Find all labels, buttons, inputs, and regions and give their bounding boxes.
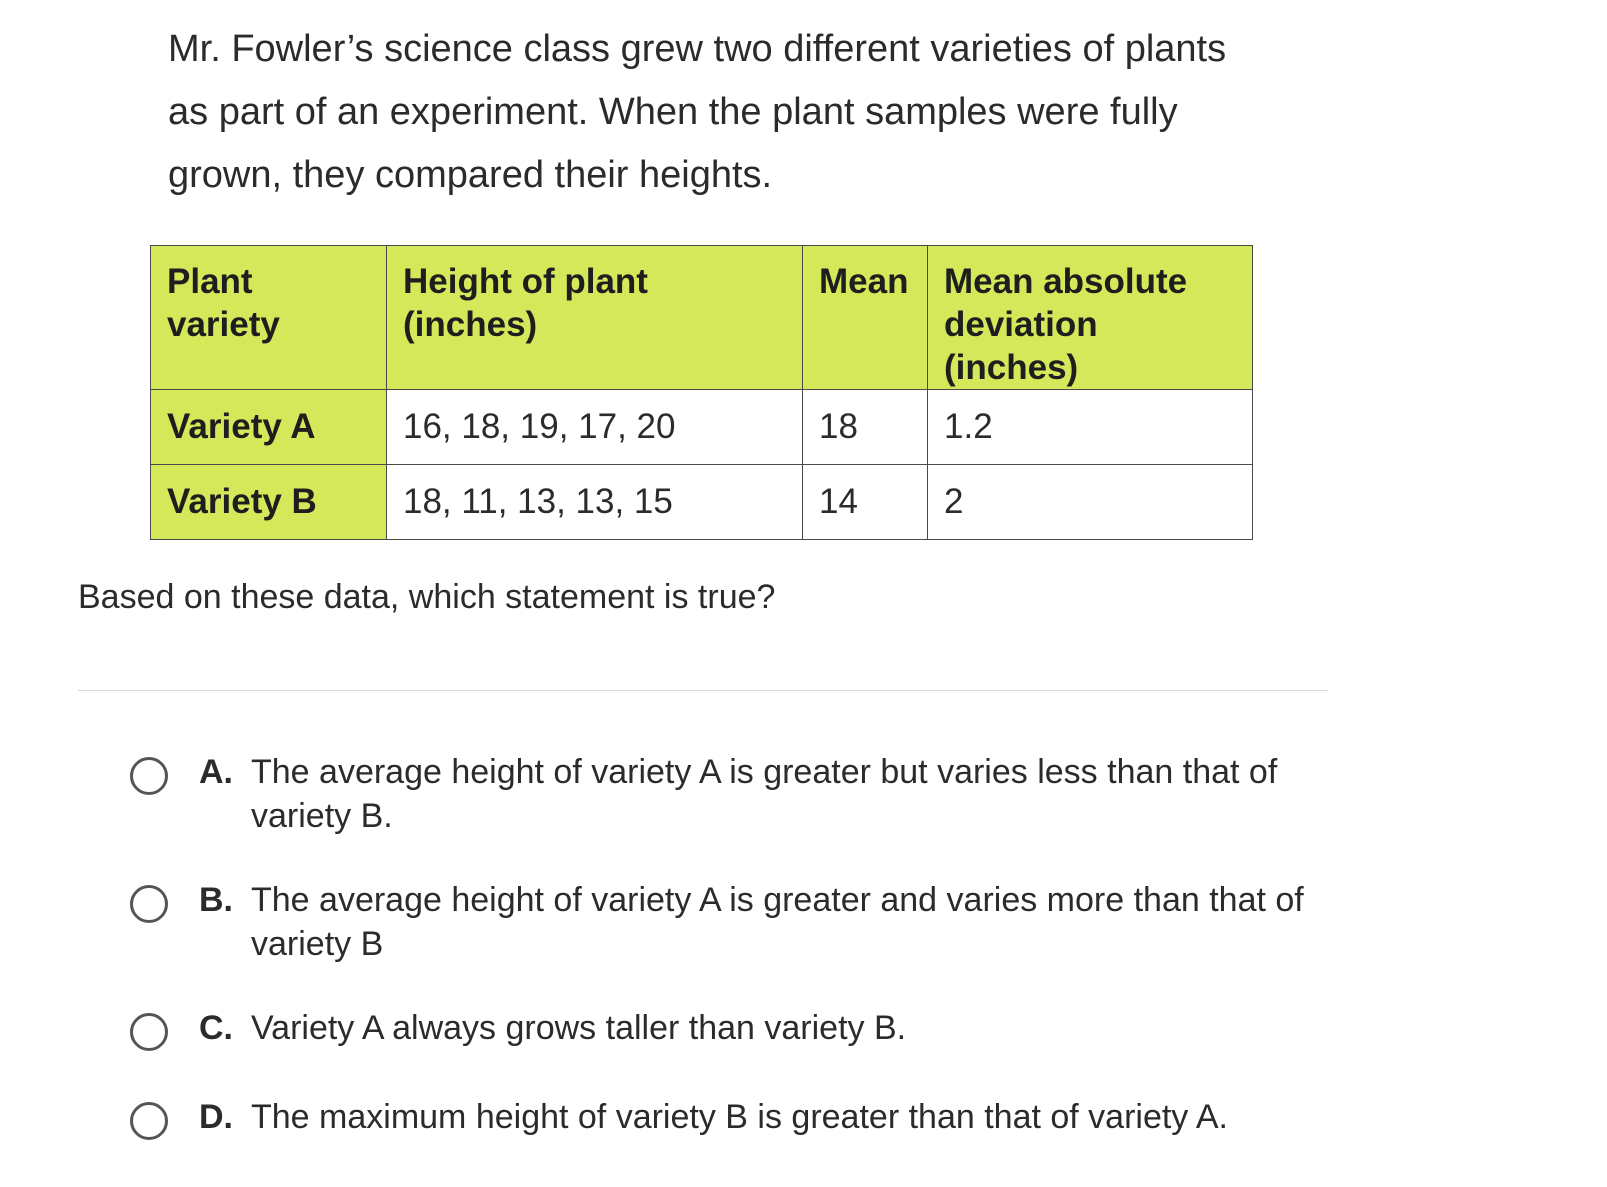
question-stem: Mr. Fowler’s science class grew two different varieties of plants as part of an experiment. When the plant samples were fully grown, they compared their heights.: [168, 28, 1227, 196]
row-header: Variety A: [151, 390, 387, 465]
column-header: Plant variety: [151, 246, 387, 390]
table-cell: 1.2: [928, 390, 1253, 465]
question-prompt: Based on these data, which statement is true?: [78, 578, 776, 616]
row-header: Variety B: [151, 465, 387, 540]
choice-letter: C.: [199, 1009, 233, 1047]
radio-unchecked-icon[interactable]: [130, 1013, 168, 1051]
radio-unchecked-icon[interactable]: [130, 1102, 168, 1140]
answer-choice-c[interactable]: [130, 1006, 1311, 1051]
table-row: [151, 390, 1253, 465]
divider: [78, 690, 1328, 691]
table-row: [151, 465, 1253, 540]
table-cell: 14: [803, 465, 928, 540]
table-cell: 2: [928, 465, 1253, 540]
choice-text: The average height of variety A is greater and varies more than that of variety B: [251, 881, 1304, 963]
answer-choice-b[interactable]: [130, 878, 1311, 966]
column-header: Height of plant (inches): [387, 246, 803, 390]
column-header: Mean absolute deviation (inches): [928, 246, 1253, 390]
table-header-row: [151, 246, 1253, 390]
radio-unchecked-icon[interactable]: [130, 885, 168, 923]
table-cell: 18, 11, 13, 13, 15: [387, 465, 803, 540]
table-cell: 18: [803, 390, 928, 465]
choice-letter: B.: [199, 881, 233, 919]
choice-text: The maximum height of variety B is greater than that of variety A.: [251, 1098, 1229, 1136]
choice-text: Variety A always grows taller than variety B.: [251, 1009, 907, 1047]
choice-letter: D.: [199, 1098, 233, 1136]
column-header: Mean: [803, 246, 928, 390]
choice-letter: A.: [199, 753, 233, 791]
table-cell: 16, 18, 19, 17, 20: [387, 390, 803, 465]
answer-choice-d[interactable]: [130, 1095, 1311, 1140]
answer-choice-a[interactable]: [130, 750, 1311, 838]
data-table: [150, 245, 1253, 540]
choice-text: The average height of variety A is greater but varies less than that of variety B.: [251, 753, 1278, 835]
radio-unchecked-icon[interactable]: [130, 757, 168, 795]
